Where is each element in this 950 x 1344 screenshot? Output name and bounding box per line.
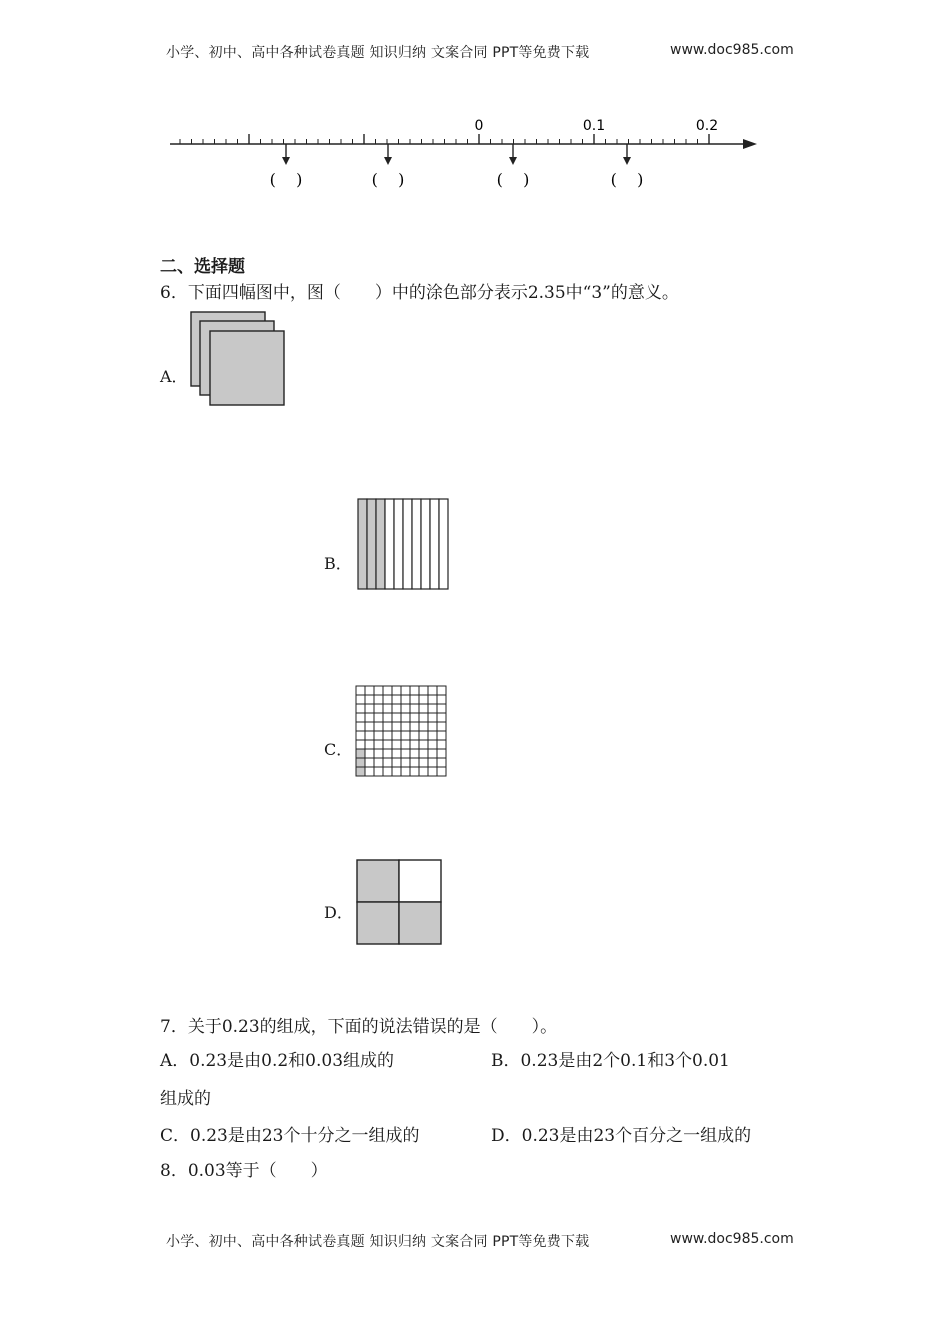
number-line-arrowhead bbox=[743, 139, 757, 149]
option-c-cell bbox=[374, 731, 383, 740]
option-c-cell bbox=[410, 713, 419, 722]
option-c-cell bbox=[437, 722, 446, 731]
option-c-cell bbox=[392, 713, 401, 722]
option-b-figure[interactable] bbox=[357, 498, 452, 593]
option-c-cell bbox=[374, 695, 383, 704]
option-c-cell bbox=[419, 749, 428, 758]
down-arrow-1 bbox=[282, 144, 290, 165]
option-c-cell bbox=[410, 704, 419, 713]
option-c-cell bbox=[374, 713, 383, 722]
option-c-cell bbox=[401, 767, 410, 776]
option-c-cell bbox=[437, 686, 446, 695]
option-c-cell bbox=[419, 695, 428, 704]
number-line-label-0: 0 bbox=[474, 118, 484, 134]
option-c-cell bbox=[374, 686, 383, 695]
number-line-label-0-2: 0.2 bbox=[695, 118, 719, 134]
option-c-cell bbox=[437, 749, 446, 758]
option-c-cell bbox=[365, 704, 374, 713]
question-6-stem: 6．下面四幅图中，图（ ）中的涂色部分表示2.35中“3”的意义。 bbox=[160, 283, 679, 303]
answer-blank-4[interactable]: ( ) bbox=[610, 170, 644, 189]
option-c-cell bbox=[428, 686, 437, 695]
option-c-cell bbox=[410, 686, 419, 695]
option-c-cell bbox=[365, 695, 374, 704]
option-b-column bbox=[403, 499, 412, 589]
question-7-option-a[interactable]: A．0.23是由0.2和0.03组成的 bbox=[160, 1051, 395, 1071]
option-c-cell bbox=[365, 767, 374, 776]
header-text: 小学、初中、高中各种试卷真题 知识归纳 文案合同 PPT等免费下载 bbox=[166, 45, 590, 61]
option-b-column bbox=[439, 499, 448, 589]
header-url[interactable]: www.doc985.com bbox=[670, 42, 794, 58]
number-line-label-0-1: 0.1 bbox=[582, 118, 606, 134]
option-d-label[interactable]: D． bbox=[324, 903, 353, 922]
option-c-cell bbox=[392, 740, 401, 749]
option-c-cell bbox=[374, 704, 383, 713]
option-c-cell bbox=[374, 758, 383, 767]
option-c-cell bbox=[356, 713, 365, 722]
option-c-cell bbox=[410, 749, 419, 758]
option-c-cell bbox=[365, 758, 374, 767]
option-c-cell bbox=[410, 722, 419, 731]
option-c-cell bbox=[419, 722, 428, 731]
page-header bbox=[0, 42, 950, 62]
option-c-cell bbox=[383, 767, 392, 776]
option-c-cell bbox=[356, 704, 365, 713]
option-c-cell bbox=[383, 704, 392, 713]
option-c-figure[interactable] bbox=[355, 685, 450, 780]
question-7-option-b[interactable]: B．0.23是由2个0.1和3个0.01 bbox=[491, 1051, 730, 1071]
option-b-column bbox=[385, 499, 394, 589]
option-c-cell bbox=[392, 731, 401, 740]
option-d-figure[interactable] bbox=[356, 859, 446, 949]
option-c-cell bbox=[428, 740, 437, 749]
option-c-cell bbox=[419, 758, 428, 767]
option-c-cell bbox=[383, 740, 392, 749]
option-c-label[interactable]: C． bbox=[324, 740, 353, 759]
option-c-cell bbox=[383, 749, 392, 758]
option-c-cell bbox=[437, 758, 446, 767]
option-c-cell bbox=[428, 758, 437, 767]
option-c-cell bbox=[428, 713, 437, 722]
option-c-cell bbox=[428, 749, 437, 758]
option-c-cell bbox=[401, 758, 410, 767]
option-b-column bbox=[376, 499, 385, 589]
question-7-option-c[interactable]: C．0.23是由23个十分之一组成的 bbox=[160, 1126, 420, 1146]
option-c-cell bbox=[419, 740, 428, 749]
option-c-cell bbox=[401, 749, 410, 758]
option-c-cell bbox=[392, 722, 401, 731]
option-c-cell bbox=[428, 695, 437, 704]
option-c-cell bbox=[392, 767, 401, 776]
option-c-cell bbox=[401, 704, 410, 713]
answer-blank-3[interactable]: ( ) bbox=[496, 170, 530, 189]
option-c-cell bbox=[383, 758, 392, 767]
option-c-cell bbox=[383, 686, 392, 695]
option-c-cell bbox=[374, 749, 383, 758]
option-c-cell bbox=[419, 713, 428, 722]
answer-blank-2[interactable]: ( ) bbox=[371, 170, 405, 189]
option-b-column bbox=[394, 499, 403, 589]
option-c-cell bbox=[401, 740, 410, 749]
option-c-cell bbox=[428, 704, 437, 713]
option-c-cell bbox=[365, 722, 374, 731]
option-b-column bbox=[421, 499, 430, 589]
option-c-cell bbox=[401, 686, 410, 695]
option-b-column bbox=[367, 499, 376, 589]
option-c-cell bbox=[365, 713, 374, 722]
footer-url[interactable]: www.doc985.com bbox=[670, 1231, 794, 1247]
option-c-cell bbox=[437, 740, 446, 749]
option-c-cell bbox=[410, 767, 419, 776]
option-c-cell bbox=[365, 749, 374, 758]
option-c-cell bbox=[437, 731, 446, 740]
option-c-cell bbox=[437, 704, 446, 713]
option-a-label[interactable]: A． bbox=[160, 367, 188, 386]
option-c-cell bbox=[401, 722, 410, 731]
option-c-cell bbox=[392, 704, 401, 713]
option-c-cell bbox=[392, 695, 401, 704]
option-c-cell bbox=[365, 740, 374, 749]
number-line-ticks bbox=[180, 134, 709, 144]
option-c-cell bbox=[392, 758, 401, 767]
option-c-cell bbox=[356, 722, 365, 731]
option-c-cell bbox=[419, 686, 428, 695]
option-c-cell bbox=[383, 731, 392, 740]
option-b-column bbox=[430, 499, 439, 589]
question-7-stem: 7．关于0.23的组成，下面的说法错误的是（ ）。 bbox=[160, 1017, 558, 1037]
option-c-cell bbox=[428, 722, 437, 731]
option-c-cell bbox=[410, 740, 419, 749]
option-c-cell bbox=[365, 731, 374, 740]
option-c-cell bbox=[437, 695, 446, 704]
option-c-cell bbox=[410, 695, 419, 704]
footer-text: 小学、初中、高中各种试卷真题 知识归纳 文案合同 PPT等免费下载 bbox=[166, 1234, 590, 1250]
option-c-cell bbox=[437, 713, 446, 722]
question-8-stem: 8．0.03等于（ ） bbox=[160, 1161, 328, 1181]
option-c-cell bbox=[374, 767, 383, 776]
section-title: 二、选择题 bbox=[160, 257, 245, 277]
option-c-cell bbox=[428, 767, 437, 776]
option-c-cell bbox=[401, 731, 410, 740]
question-7-option-b-continued: 组成的 bbox=[160, 1089, 211, 1109]
question-7-option-d[interactable]: D．0.23是由23个百分之一组成的 bbox=[491, 1126, 752, 1146]
option-c-cell bbox=[410, 731, 419, 740]
option-c-cell bbox=[356, 740, 365, 749]
option-c-cell bbox=[374, 722, 383, 731]
option-c-cell bbox=[419, 767, 428, 776]
option-c-cell bbox=[383, 713, 392, 722]
answer-blank-1[interactable]: ( ) bbox=[269, 170, 303, 189]
option-c-cell bbox=[356, 686, 365, 695]
down-arrow-3 bbox=[509, 144, 517, 165]
option-b-column bbox=[412, 499, 421, 589]
option-b-label[interactable]: B． bbox=[324, 554, 352, 573]
option-c-cell bbox=[356, 749, 365, 758]
option-c-cell bbox=[401, 695, 410, 704]
option-c-cell bbox=[374, 740, 383, 749]
down-arrow-2 bbox=[384, 144, 392, 165]
option-c-cell bbox=[437, 767, 446, 776]
option-c-cell bbox=[410, 758, 419, 767]
option-c-cell bbox=[356, 695, 365, 704]
option-c-cell bbox=[392, 749, 401, 758]
page-footer bbox=[0, 1231, 950, 1251]
option-c-cell bbox=[392, 686, 401, 695]
option-b-column bbox=[358, 499, 367, 589]
option-c-cell bbox=[356, 767, 365, 776]
option-c-cell bbox=[356, 758, 365, 767]
option-c-cell bbox=[365, 686, 374, 695]
option-c-cell bbox=[419, 704, 428, 713]
option-c-cell bbox=[356, 731, 365, 740]
option-c-cell bbox=[383, 722, 392, 731]
option-c-cell bbox=[383, 695, 392, 704]
option-c-cell bbox=[419, 731, 428, 740]
option-c-cell bbox=[401, 713, 410, 722]
option-c-cell bbox=[428, 731, 437, 740]
down-arrow-4 bbox=[623, 144, 631, 165]
option-a-figure[interactable] bbox=[190, 311, 290, 411]
